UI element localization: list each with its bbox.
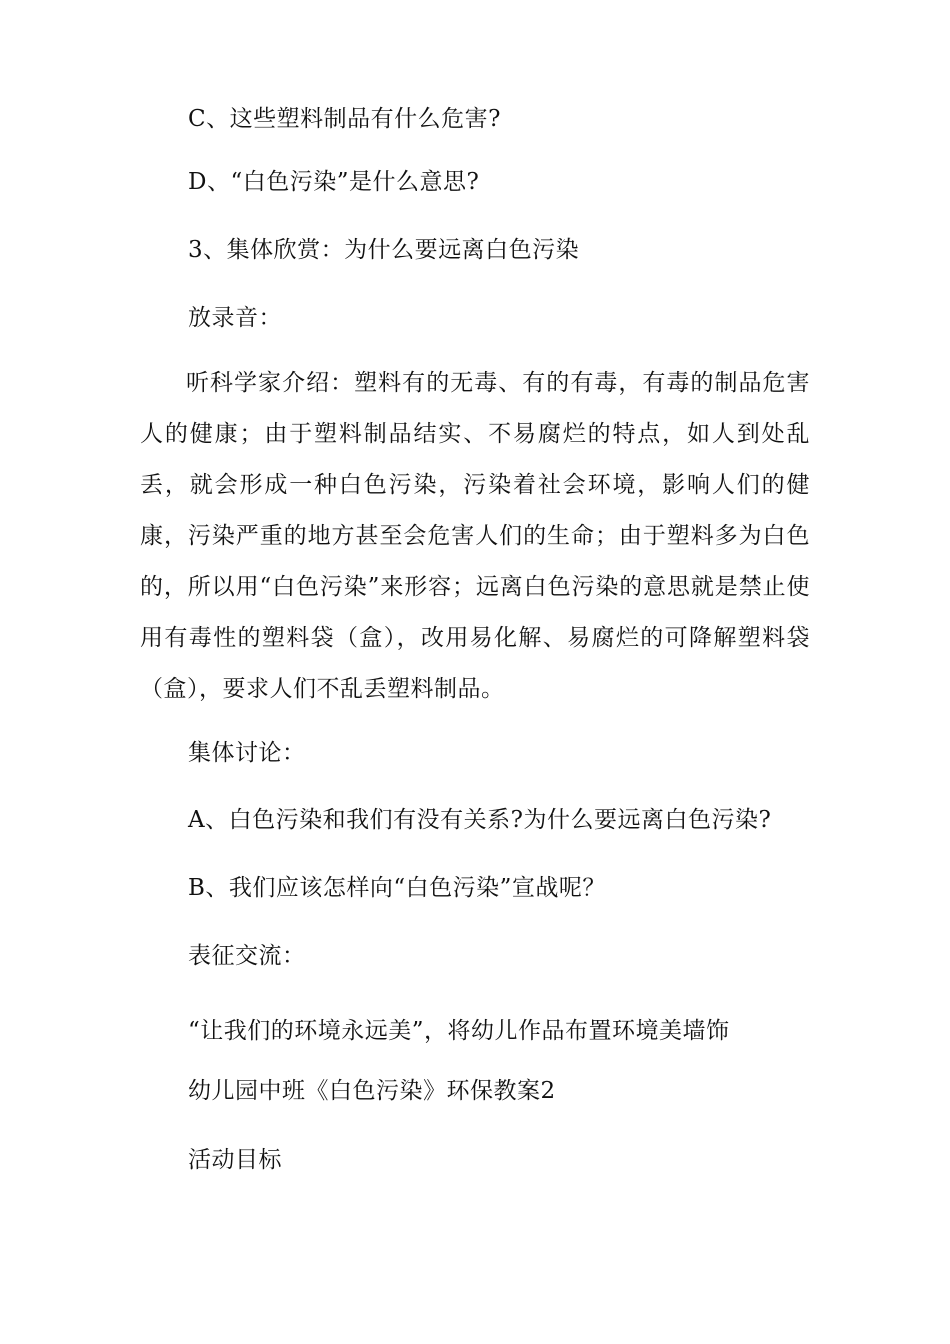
environment-activity-line: “让我们的环境永远美”，将幼儿作品布置环境美墙饰 (188, 1018, 730, 1044)
play-audio-label: 放录音： (188, 305, 282, 331)
expression-label: 表征交流： (188, 943, 306, 969)
question-c: C、这些塑料制品有什么危害? (188, 106, 501, 132)
section-title: 幼儿园中班《白色污染》环保教案2 (188, 1078, 556, 1104)
step-3-heading: 3、集体欣赏：为什么要远离白色污染 (188, 237, 580, 263)
group-discussion-label: 集体讨论： (188, 740, 306, 766)
activity-goal-heading: 活动目标 (188, 1147, 282, 1173)
question-a: A、白色污染和我们有没有关系?为什么要远离白色污染? (188, 807, 772, 833)
question-b: B、我们应该怎样向“白色污染”宣战呢？ (188, 875, 606, 901)
question-d: D、“白色污染”是什么意思? (188, 169, 480, 195)
scientist-paragraph: 听科学家介绍：塑料有的无毒、有的有毒，有毒的制品危害人的健康；由于塑料制品结实、不易腐烂的特点，如人到处乱丢，就会形成一种白色污染，污染着社会环境，影响人们的健康，污染严重的地方甚至会危害人们的生命；由于塑料多为白色的，所以用“白色污染”来形容；远离白色污染的意思就是禁止使用有毒性的塑料袋（盒），改用易化解、易腐烂的可降解塑料袋（盒），要求人们不乱丢塑料制品。 (140, 370, 810, 702)
